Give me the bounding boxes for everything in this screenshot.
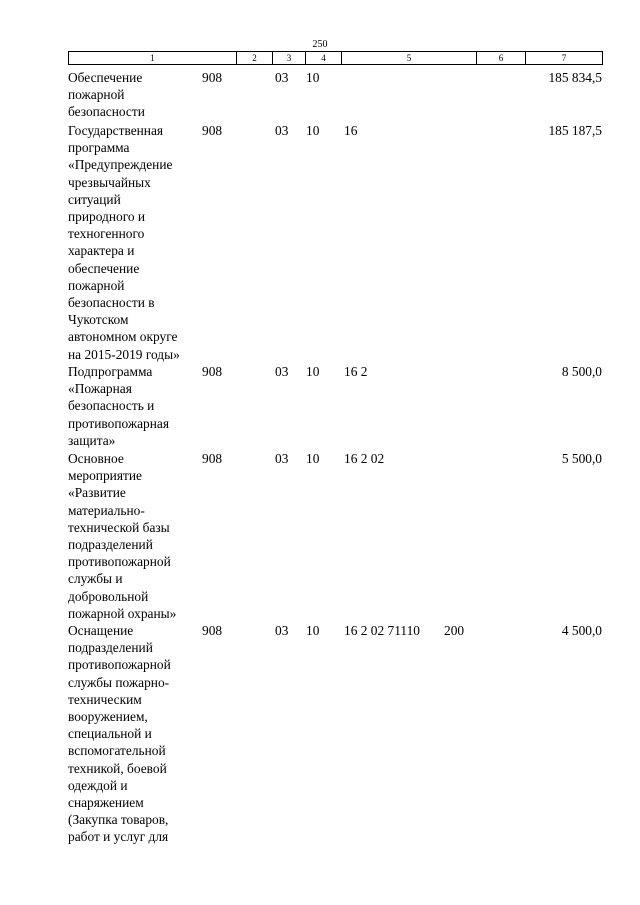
item-name-line: чрезвычайных <box>68 174 151 190</box>
item-name-line: одеждой и <box>68 777 128 793</box>
row-item-name <box>68 122 198 363</box>
row-section: 03 <box>275 364 289 379</box>
item-name-line: вспомогательной <box>68 743 166 759</box>
item-name-line: техникой, боевой <box>68 760 167 776</box>
row-subsection: 10 <box>306 623 320 638</box>
row-section: 03 <box>275 451 289 466</box>
item-name-line: мероприятие <box>68 468 142 484</box>
item-name-line: (Закупка товаров, <box>68 812 169 828</box>
item-name-line: вооружением, <box>68 709 148 725</box>
column-number-5: 5 <box>342 52 477 65</box>
item-name-line: автономном округе <box>68 329 178 345</box>
row-item-name <box>68 622 198 846</box>
item-name-line: службы пожарно- <box>68 674 170 690</box>
row-section: 03 <box>275 623 289 638</box>
row-section: 03 <box>275 70 289 85</box>
column-number-7: 7 <box>526 52 603 65</box>
row-subsection: 10 <box>306 451 320 466</box>
item-name-line: Оснащение <box>68 623 134 638</box>
item-name-line: защита» <box>68 432 116 448</box>
row-code: 908 <box>202 364 223 379</box>
item-name-line: службы и <box>68 571 123 587</box>
item-name-line: Подпрограмма <box>68 364 153 379</box>
item-name-line: на 2015-2019 годы» <box>68 346 180 362</box>
item-name-line: безопасности в <box>68 295 155 311</box>
column-number-3: 3 <box>273 52 306 65</box>
item-name-line: Основное <box>68 451 124 466</box>
item-name-line: снаряжением <box>68 795 144 811</box>
item-name-line: противопожарная <box>68 415 170 431</box>
item-name-line: Государственная <box>68 123 164 138</box>
column-number-6: 6 <box>477 52 526 65</box>
column-number-4: 4 <box>306 52 342 65</box>
row-subsection: 10 <box>306 70 320 85</box>
item-name-line: пожарной <box>68 277 125 293</box>
item-name-line: работ и услуг для <box>68 829 169 845</box>
row-amount: 185 834,5 <box>548 70 602 85</box>
item-name-line: программа <box>68 140 130 156</box>
row-code: 908 <box>202 451 223 466</box>
item-name-line: противопожарной <box>68 657 171 673</box>
column-header-row <box>68 51 603 65</box>
row-target-article: 16 2 02 71110 <box>344 623 421 638</box>
row-expense-type: 200 <box>444 623 465 638</box>
item-name-line: природного и <box>68 209 146 225</box>
item-name-line: Чукотском <box>68 312 129 328</box>
item-name-line: противопожарной <box>68 554 171 570</box>
row-item-name <box>68 69 198 121</box>
item-name-line: «Развитие <box>68 485 126 501</box>
row-code: 908 <box>202 623 223 638</box>
item-name-line: техногенного <box>68 226 145 242</box>
row-target-article: 16 2 02 <box>344 451 385 466</box>
item-name-line: Обеспечение <box>68 70 143 85</box>
row-amount: 8 500,0 <box>561 364 602 379</box>
item-name-line: пожарной <box>68 87 125 103</box>
row-item-name <box>68 363 198 449</box>
item-name-line: характера и <box>68 243 135 259</box>
item-name-line: «Предупреждение <box>68 157 173 173</box>
row-subsection: 10 <box>306 364 320 379</box>
item-name-line: специальной и <box>68 726 152 742</box>
item-name-line: «Пожарная <box>68 381 132 397</box>
item-name-line: ситуаций <box>68 191 121 207</box>
row-section: 03 <box>275 123 289 138</box>
row-amount: 185 187,5 <box>548 123 602 138</box>
item-name-line: безопасности <box>68 104 145 120</box>
page-number: 250 <box>312 39 328 50</box>
item-name-line: материально- <box>68 502 145 518</box>
row-code: 908 <box>202 123 223 138</box>
item-name-line: добровольной <box>68 588 149 604</box>
item-name-line: технической базы <box>68 519 170 535</box>
row-target-article: 16 2 <box>344 364 368 379</box>
row-target-article: 16 <box>344 123 358 138</box>
item-name-line: подразделений <box>68 640 153 656</box>
row-amount: 5 500,0 <box>561 451 602 466</box>
item-name-line: обеспечение <box>68 260 140 276</box>
column-number-1: 1 <box>69 52 237 65</box>
row-amount: 4 500,0 <box>561 623 602 638</box>
item-name-line: техническим <box>68 691 142 707</box>
row-code: 908 <box>202 70 223 85</box>
column-number-2: 2 <box>237 52 273 65</box>
item-name-line: безопасность и <box>68 398 155 414</box>
item-name-line: пожарной охраны» <box>68 605 177 621</box>
item-name-line: подразделений <box>68 537 153 553</box>
row-item-name <box>68 450 198 622</box>
row-subsection: 10 <box>306 123 320 138</box>
